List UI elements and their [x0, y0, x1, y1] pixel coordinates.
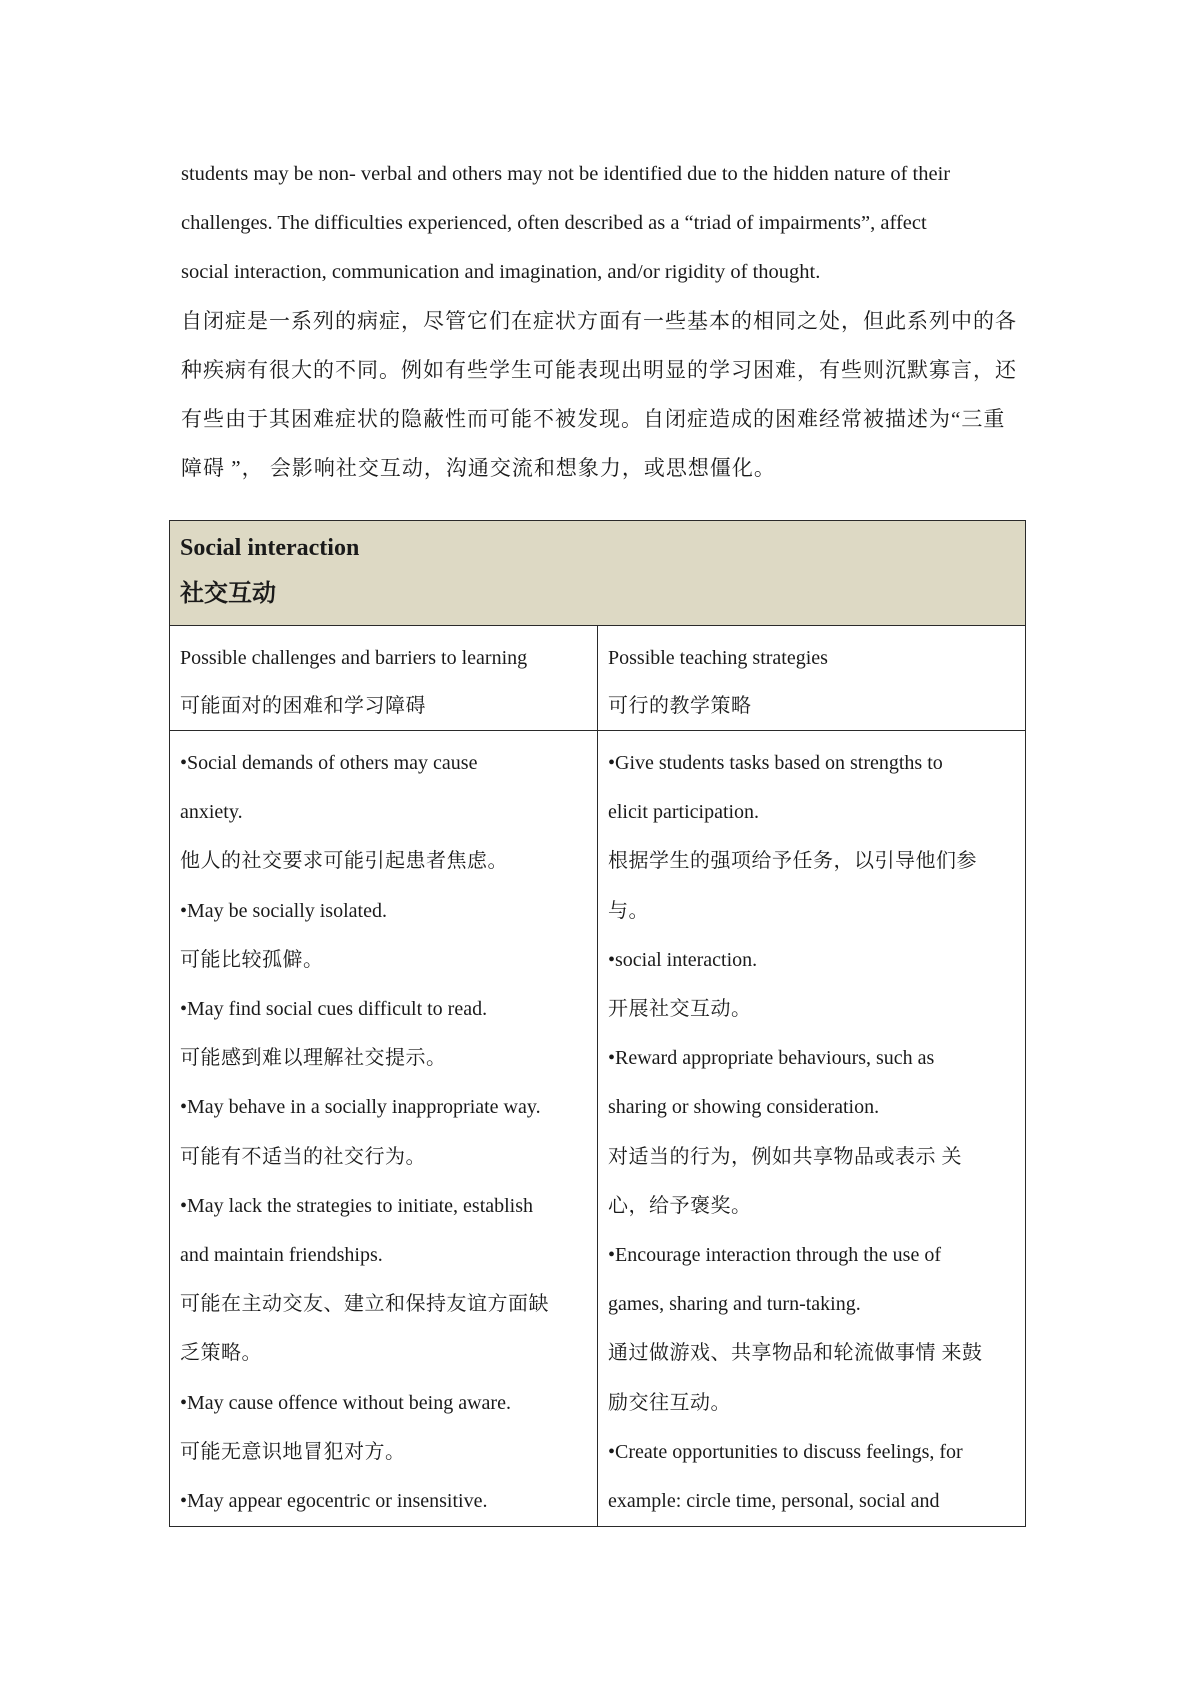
col2-header	[598, 626, 1026, 731]
intro-en-line: challenges. The difficulties experienced, often described as a “triad of impairments”, affect	[181, 212, 927, 234]
strategy-line: 通过做游戏、共享物品和轮流做事情 来鼓	[608, 1342, 983, 1365]
challenge-line: anxiety.	[180, 801, 243, 824]
challenges-cell	[170, 731, 598, 1527]
intro-zh-line: 有些由于其困难症状的隐蔽性而可能不被发现。自闭症造成的困难经常被描述为“三重	[181, 407, 1006, 431]
table-title-zh: 社交互动	[180, 581, 276, 607]
col1-header	[170, 626, 598, 731]
challenge-line: •May lack the strategies to initiate, establish	[180, 1194, 534, 1217]
challenge-line: 可能感到难以理解社交提示。	[180, 1047, 447, 1070]
challenge-line: •May be socially isolated.	[180, 899, 387, 922]
table-title-en: Social interaction	[180, 535, 360, 561]
col1-header-zh: 可能面对的困难和学习障碍	[180, 695, 426, 717]
challenge-line: 乏策略。	[180, 1342, 262, 1365]
strategy-line: 励交往互动。	[608, 1391, 731, 1414]
strategy-line: 开展社交互动。	[608, 998, 752, 1021]
challenge-line: •Social demands of others may cause	[180, 752, 478, 774]
col1-header-en: Possible challenges and barriers to learning	[180, 647, 528, 669]
challenge-line: •May behave in a socially inappropriate way.	[180, 1096, 541, 1119]
challenge-line: 可能无意识地冒犯对方。	[180, 1440, 406, 1463]
intro-en-line: students may be non- verbal and others may not be identified due to the hidden nature of their	[181, 163, 951, 185]
strategies-cell	[598, 731, 1026, 1527]
intro-english	[181, 150, 1031, 297]
challenge-line: •May cause offence without being aware.	[180, 1391, 511, 1414]
strategy-line: 与。	[608, 899, 649, 922]
strategy-line: •Encourage interaction through the use of	[608, 1244, 941, 1267]
col2-header-zh: 可行的教学策略	[608, 695, 752, 717]
intro-en-line: social interaction, communication and imagination, and/or rigidity of thought.	[181, 261, 821, 283]
strategy-line: elicit participation.	[608, 801, 760, 824]
challenge-line: and maintain friendships.	[180, 1244, 383, 1267]
intro-zh-line: 种疾病有很大的不同。例如有些学生可能表现出明显的学习困难，有些则沉默寡言，还	[181, 358, 1017, 382]
challenge-line: •May find social cues difficult to read.	[180, 998, 488, 1021]
strategy-line: 根据学生的强项给予任务，以引导他们参	[608, 850, 977, 873]
challenge-line: 可能比较孤僻。	[180, 948, 324, 971]
strategy-line: 心，给予褒奖。	[608, 1194, 752, 1217]
strategy-line: •Give students tasks based on strengths to	[608, 752, 943, 774]
strategy-line: 对适当的行为，例如共享物品或表示 关	[608, 1145, 962, 1168]
table-title-cell	[170, 521, 1026, 626]
challenge-line: 可能有不适当的社交行为。	[180, 1145, 426, 1168]
challenge-line: 可能在主动交友、建立和保持友谊方面缺	[180, 1293, 549, 1316]
intro-chinese	[181, 297, 1031, 493]
social-interaction-table	[169, 520, 1026, 1527]
challenge-line: •May appear egocentric or insensitive.	[180, 1490, 488, 1513]
strategy-line: sharing or showing consideration.	[608, 1096, 880, 1119]
intro-paragraph	[181, 150, 1031, 493]
intro-zh-line: 障碍 ”， 会影响社交互动，沟通交流和想象力，或思想僵化。	[181, 456, 776, 480]
col2-header-en: Possible teaching strategies	[608, 647, 828, 669]
strategy-line: example: circle time, personal, social and	[608, 1490, 940, 1513]
strategy-line: •Reward appropriate behaviours, such as	[608, 1047, 935, 1070]
strategy-line: •social interaction.	[608, 948, 758, 971]
challenge-line: 他人的社交要求可能引起患者焦虑。	[180, 850, 508, 873]
strategy-line: games, sharing and turn-taking.	[608, 1293, 861, 1316]
intro-zh-line: 自闭症是一系列的病症，尽管它们在症状方面有一些基本的相同之处，但此系列中的各	[181, 309, 1017, 333]
strategy-line: •Create opportunities to discuss feelings, for	[608, 1440, 963, 1463]
